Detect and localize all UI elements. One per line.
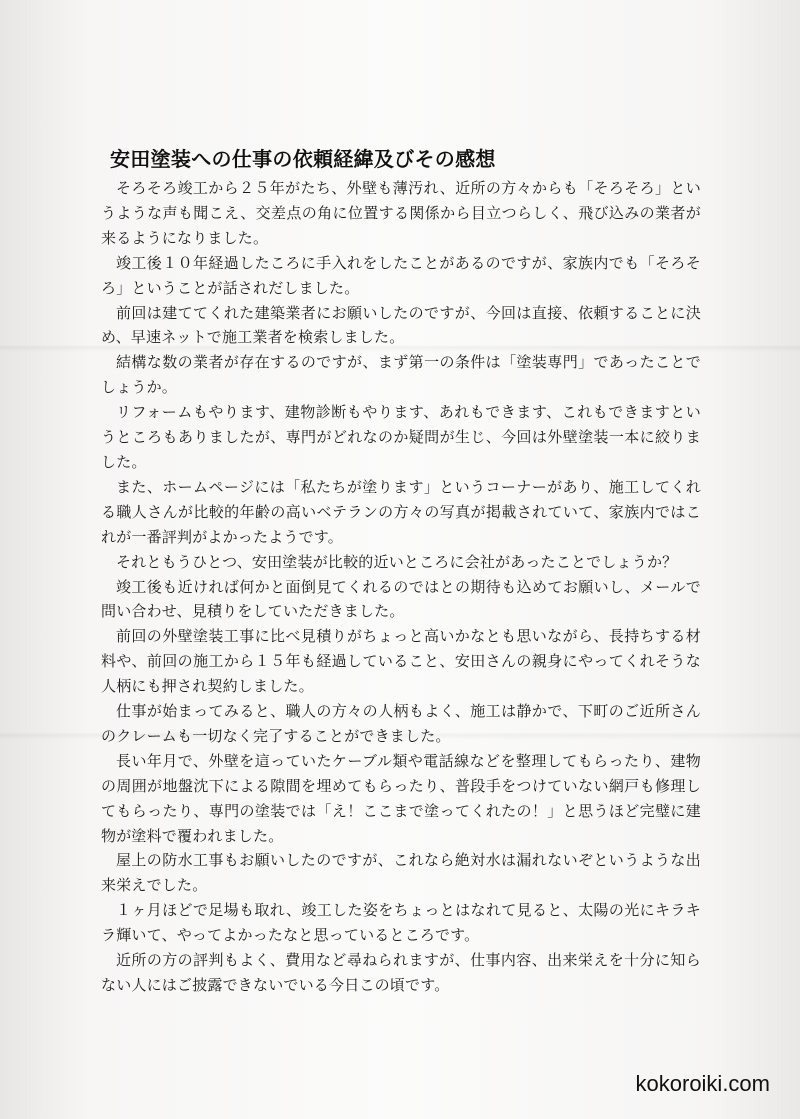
- paragraph: 結構な数の業者が存在するのですが、まず第一の条件は「塗装専門」であったことでしょうか。: [101, 353, 701, 397]
- paragraph: それともうひとつ、安田塗装が比較的近いところに会社があったことでしょうか？: [116, 552, 678, 571]
- letter-body: [101, 176, 701, 998]
- paragraph: 仕事が始まってみると、職人の方々の人柄もよく、施工は静かで、下町のご近所さんのクレームも一切なく完了することができました。: [101, 702, 701, 745]
- paragraph: リフォームもやります、建物診断もやります、あれもできます、これもできますというところもありましたが、専門がどれなのか疑問が生じ、今回は外壁塗装一本に絞りました。: [101, 403, 701, 471]
- site-watermark: kokoroiki.com: [635, 1071, 770, 1096]
- paragraph: 前回は建ててくれた建築業者にお願いしたのですが、今回は直接、依頼することに決め、早速ネットで施工業者を検索しました。: [101, 303, 701, 347]
- paragraph: そろそろ竣工から２５年がたち、外壁も薄汚れ、近所の方々からも「そろそろ」というような声も聞こえ、交差点の角に位置する関係から目立つらしく、飛び込みの業者が来るようになりました。: [101, 179, 701, 247]
- document-title: 安田塗装への仕事の依頼経緯及びその感想: [110, 147, 496, 171]
- paragraph: 竣工後１０年経過したころに手入れをしたことがあるのですが、家族内でも「そろそろ」ということが話されだしました。: [101, 253, 701, 297]
- paragraph: 近所の方の評判もよく、費用など尋ねられますが、仕事内容、出来栄えを十分に知らない人にはご披露できないでいる今日この頃です。: [101, 951, 701, 994]
- paragraph: また、ホームページには「私たちが塗ります」というコーナーがあり、施工してくれる職人さんが比較的年齢の高いベテランの方々の写真が掲載されていて、家族内ではこれが一番評判がよかったようです。: [101, 477, 701, 546]
- paragraph: 竣工後も近ければ何かと面倒見てくれるのではとの期待も込めてお願いし、メールで問い合わせ、見積りをしていただきました。: [101, 577, 701, 621]
- paragraph: 屋上の防水工事もお願いしたのですが、これなら絶対水は漏れないぞというような出来栄えでした。: [101, 851, 701, 895]
- paragraph: 長い年月で、外壁を這っていたケーブル類や電話線などを整理してもらったり、建物の周囲が地盤沈下による隙間を埋めてもらったり、普段手をつけていない網戸も修理してもらったり、専門の塗装では「え！ここまで塗ってくれたの！」と思うほど完璧に建物が塗料で覆われました。: [101, 751, 701, 845]
- paragraph: 前回の外壁塗装工事に比べ見積りがちょっと高いかなとも思いながら、長持ちする材料や、前回の施工から１５年も経過していること、安田さんの親身にやってくれそうな人柄にも押され契約しました。: [101, 627, 701, 696]
- paragraph: １ヶ月ほどで足場も取れ、竣工した姿をちょっとはなれて見ると、太陽の光にキラキラ輝いて、やってよかったなと思っているところです。: [101, 901, 701, 945]
